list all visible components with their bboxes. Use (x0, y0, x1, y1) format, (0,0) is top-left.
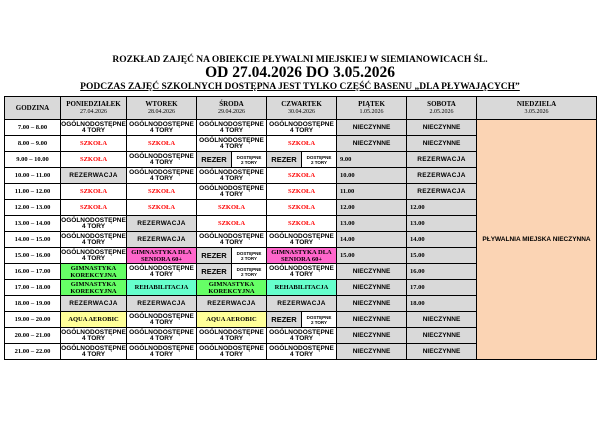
cell-szkola: SZKOŁA (267, 184, 337, 200)
cell-rezer-split: REZER DOSTĘPNE 2 TORY (197, 152, 267, 168)
cell-hour: 13.00 (407, 216, 477, 232)
cell-rezerwacja: REZERWACJA (197, 296, 267, 312)
cell-szkola: SZKOŁA (127, 136, 197, 152)
cell-nieczynne: NIECZYNNE (337, 344, 407, 360)
cell-hour: 14.00 (407, 232, 477, 248)
cell-nieczynne: NIECZYNNE (407, 328, 477, 344)
col-header-friday: PIĄTEK 1.05.2026 (337, 97, 407, 120)
cell-szkola: SZKOŁA (61, 136, 127, 152)
time-cell: 12.00 – 13.00 (5, 200, 61, 216)
cell-szkola: SZKOŁA (127, 184, 197, 200)
cell-rezer-split: REZER DOSTĘPNE 2 TORY (197, 264, 267, 280)
cell-nieczynne: NIECZYNNE (407, 312, 477, 328)
time-cell: 17.00 – 18.00 (5, 280, 61, 296)
cell-ogolnodostepne: OGÓLNODOSTĘPNE 4 TORY (267, 344, 337, 360)
cell-rehabilitacja: REHABILITACJA (127, 280, 197, 296)
col-header-thursday: CZWARTEK 30.04.2026 (267, 97, 337, 120)
cell-rehabilitacja: REHABILITACJA (267, 280, 337, 296)
cell-ogolnodostepne: OGÓLNODOSTĘPNE 4 TORY (127, 328, 197, 344)
cell-rezer-split: REZER DOSTĘPNE 2 TORY (197, 248, 267, 264)
cell-hour: 15.00 (337, 248, 407, 264)
cell-ogolnodostepne: OGÓLNODOSTĘPNE 4 TORY (61, 232, 126, 246)
cell-hour: 12.00 (337, 200, 407, 216)
cell-rezerwacja: REZERWACJA (407, 168, 477, 184)
cell-nieczynne: NIECZYNNE (337, 328, 407, 344)
cell-szkola: SZKOŁA (197, 216, 267, 232)
cell-gimnastyka: GIMNASTYKA KOREKCYJNA (61, 280, 127, 296)
cell-hour: 13.00 (337, 216, 407, 232)
time-cell: 18.00 – 19.00 (5, 296, 61, 312)
time-cell: 15.00 – 16.00 (5, 248, 61, 264)
schedule-note: PODCZAS ZAJĘĆ SZKOLNYCH DOSTĘPNA JEST TYLKO CZĘŚĆ BASENU „DLA PŁYWAJĄCYCH” (80, 82, 520, 92)
cell-ogolnodostepne: OGÓLNODOSTĘPNE 4 TORY (127, 168, 197, 184)
cell-nieczynne: NIECZYNNE (407, 344, 477, 360)
cell-gimnastyka-senior: GIMNASTYKA DLA SENIORA 60+ (127, 248, 197, 264)
cell-szkola: SZKOŁA (127, 200, 197, 216)
cell-hour: 10.00 (337, 168, 407, 184)
cell-ogolnodostepne: OGÓLNODOSTĘPNE 4 TORY (267, 120, 337, 136)
cell-hour: 17.00 (407, 280, 477, 296)
col-header-wednesday: ŚRODA 29.04.2026 (197, 97, 267, 120)
time-cell: 11.00 – 12.00 (5, 184, 61, 200)
header-row (5, 97, 597, 120)
col-header-tuesday: WTOREK 28.04.2026 (127, 97, 197, 120)
cell-ogolnodostepne: OGÓLNODOSTĘPNE 4 TORY (197, 136, 267, 152)
cell-ogolnodostepne: OGÓLNODOSTĘPNE 4 TORY (267, 232, 337, 248)
cell-ogolnodostepne: OGÓLNODOSTĘPNE 4 TORY (127, 120, 197, 136)
cell-ogolnodostepne: OGÓLNODOSTĘPNE 4 TORY (61, 344, 126, 358)
cell-ogolnodostepne: OGÓLNODOSTĘPNE 4 TORY (127, 344, 197, 360)
cell-rezerwacja: REZERWACJA (127, 296, 197, 312)
cell-rezerwacja: REZERWACJA (61, 168, 127, 184)
cell-rezerwacja: REZERWACJA (127, 232, 197, 248)
cell-rezerwacja: REZERWACJA (127, 216, 197, 232)
time-cell: 13.00 – 14.00 (5, 216, 61, 232)
col-header-saturday: SOBOTA 2.05.2026 (407, 97, 477, 120)
time-cell: 8.00 – 9.00 (5, 136, 61, 152)
cell-rezerwacja: REZERWACJA (61, 296, 127, 312)
cell-nieczynne: NIECZYNNE (337, 312, 407, 328)
time-cell: 20.00 – 21.00 (5, 328, 61, 344)
cell-rezerwacja: REZERWACJA (407, 184, 477, 200)
cell-rezer-split: REZER DOSTĘPNE 2 TORY (267, 312, 337, 328)
time-cell: 10.00 – 11.00 (5, 168, 61, 184)
cell-ogolnodostepne: OGÓLNODOSTĘPNE 4 TORY (267, 328, 337, 344)
cell-szkola: SZKOŁA (267, 136, 337, 152)
cell-nieczynne: NIECZYNNE (337, 264, 407, 280)
schedule-title: ROZKŁAD ZAJĘĆ NA OBIEKCIE PŁYWALNI MIEJSKIEJ W SIEMIANOWICACH ŚL. (112, 55, 488, 65)
cell-ogolnodostepne: OGÓLNODOSTĘPNE 4 TORY (61, 248, 126, 262)
table-row (5, 120, 597, 136)
cell-ogolnodostepne: OGÓLNODOSTĘPNE 4 TORY (61, 120, 126, 134)
cell-ogolnodostepne: OGÓLNODOSTĘPNE 4 TORY (197, 344, 267, 360)
cell-rezerwacja: REZERWACJA (267, 296, 337, 312)
cell-rezerwacja: REZERWACJA (407, 152, 477, 168)
col-header-monday: PONIEDZIAŁEK 27.04.2026 (61, 97, 127, 120)
time-cell: 21.00 – 22.00 (5, 344, 61, 360)
cell-rezer-split: REZER DOSTĘPNE 2 TORY (267, 152, 337, 168)
cell-szkola: SZKOŁA (197, 200, 267, 216)
cell-hour: 9.00 (337, 152, 407, 168)
cell-ogolnodostepne: OGÓLNODOSTĘPNE 4 TORY (61, 328, 126, 342)
cell-gimnastyka: GIMNASTYKA KOREKCYJNA (61, 264, 127, 280)
cell-nieczynne: NIECZYNNE (337, 136, 407, 152)
cell-szkola: SZKOŁA (267, 200, 337, 216)
cell-ogolnodostepne: OGÓLNODOSTĘPNE 4 TORY (197, 232, 267, 248)
cell-ogolnodostepne: OGÓLNODOSTĘPNE 4 TORY (197, 120, 267, 136)
cell-szkola: SZKOŁA (61, 184, 127, 200)
cell-hour: 15.00 (407, 248, 477, 264)
cell-nieczynne: NIECZYNNE (407, 136, 477, 152)
cell-ogolnodostepne: OGÓLNODOSTĘPNE 4 TORY (197, 184, 267, 200)
cell-gimnastyka: GIMNASTYKA KOREKCYJNA (197, 280, 267, 296)
cell-nieczynne: NIECZYNNE (407, 120, 477, 136)
time-cell: 14.00 – 15.00 (5, 232, 61, 248)
cell-nieczynne: NIECZYNNE (337, 296, 407, 312)
time-cell: 19.00 – 20.00 (5, 312, 61, 328)
cell-ogolnodostepne: OGÓLNODOSTĘPNE 4 TORY (127, 152, 197, 168)
schedule-date-range: OD 27.04.2026 DO 3.05.2026 (205, 64, 395, 81)
cell-aqua-aerobic: AQUA AEROBIC (61, 312, 127, 328)
time-cell: 16.00 – 17.00 (5, 264, 61, 280)
cell-szkola: SZKOŁA (267, 216, 337, 232)
schedule-table (4, 96, 597, 360)
cell-ogolnodostepne: OGÓLNODOSTĘPNE 4 TORY (61, 216, 126, 230)
cell-ogolnodostepne: OGÓLNODOSTĘPNE 4 TORY (197, 168, 267, 184)
cell-hour: 14.00 (337, 232, 407, 248)
cell-ogolnodostepne: OGÓLNODOSTĘPNE 4 TORY (127, 264, 197, 280)
cell-hour: 12.00 (407, 200, 477, 216)
cell-hour: 16.00 (407, 264, 477, 280)
cell-ogolnodostepne: OGÓLNODOSTĘPNE 4 TORY (197, 328, 267, 344)
cell-nieczynne: NIECZYNNE (337, 120, 407, 136)
col-header-sunday: NIEDZIELA 3.05.2026 (477, 97, 597, 120)
cell-gimnastyka-senior: GIMNASTYKA DLA SENIORA 60+ (267, 248, 337, 264)
sunday-closed-cell: PŁYWALNIA MIEJSKA NIECZYNNA (477, 120, 597, 360)
time-cell: 9.00 – 10.00 (5, 152, 61, 168)
cell-szkola: SZKOŁA (61, 152, 127, 168)
time-cell: 7.00 – 8.00 (5, 120, 61, 136)
cell-ogolnodostepne: OGÓLNODOSTĘPNE 4 TORY (127, 312, 197, 328)
col-header-hour: GODZINA (5, 97, 61, 120)
cell-szkola: SZKOŁA (267, 168, 337, 184)
cell-hour: 18.00 (407, 296, 477, 312)
cell-aqua-aerobic: AQUA AEROBIC (197, 312, 267, 328)
cell-ogolnodostepne: OGÓLNODOSTĘPNE 4 TORY (267, 264, 337, 280)
cell-nieczynne: NIECZYNNE (337, 280, 407, 296)
cell-szkola: SZKOŁA (61, 200, 127, 216)
cell-hour: 11.00 (337, 184, 407, 200)
